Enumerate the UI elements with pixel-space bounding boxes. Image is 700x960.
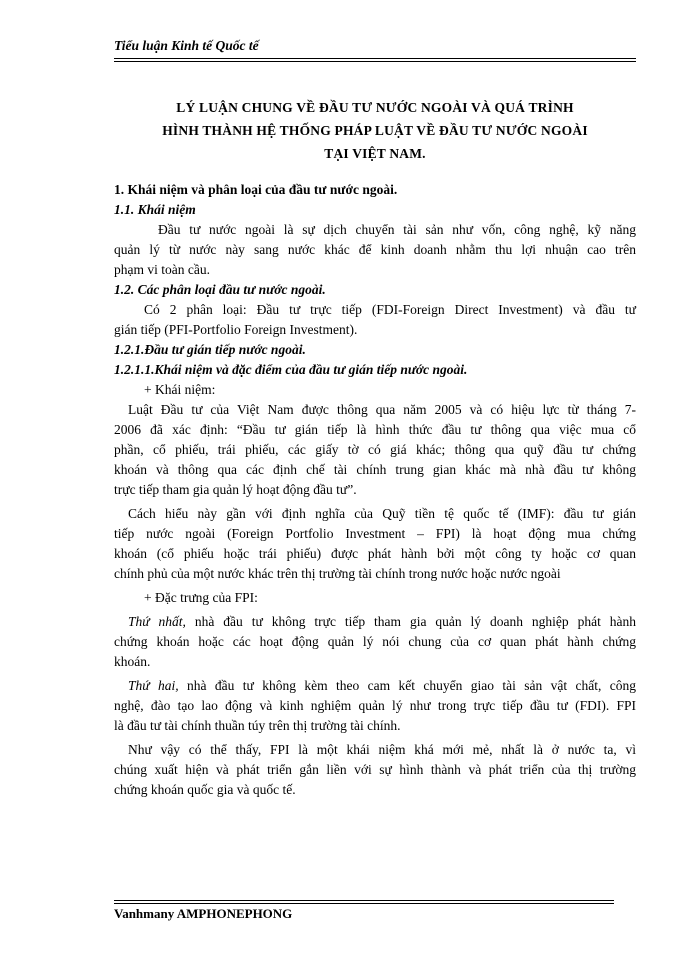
paragraph-line: chúng xuất hiện và phát triển gắn liền với sự hình thành và phát triển của thị trường [114, 762, 636, 777]
section-1-heading: 1. Khái niệm và phân loại của đầu tư nước ngoài. [114, 182, 398, 197]
paragraph-line: Thứ hai, nhà đầu tư không kèm theo cam kết chuyển giao tài sản vật chất, công [128, 678, 637, 693]
paragraph-line: khoán. [114, 654, 151, 669]
paragraph-line: chứng khoán hoặc các hoạt động quản lý nói chung của cơ quan phát hành chứng [114, 634, 636, 649]
paragraph-line: là đầu tư tài chính thuần túy trên thị trường tài chính. [114, 718, 401, 733]
footer-rule-double [114, 903, 614, 904]
paragraph-line: khoán (cổ phiếu hoặc trái phiếu) được phát hành bởi một công ty hoặc cơ quan [114, 546, 636, 561]
title-line-2: HÌNH THÀNH HỆ THỐNG PHÁP LUẬT VỀ ĐẦU TƯ NƯỚC NGOÀI [162, 123, 588, 138]
paragraph-line: gián tiếp (PFI-Portfolio Foreign Investment). [114, 322, 358, 337]
paragraph-line: Có 2 phân loại: Đầu tư trực tiếp (FDI-Foreign Direct Investment) và đầu tư [144, 302, 636, 317]
chapter-title [114, 96, 636, 165]
running-header: Tiểu luận Kinh tế Quốc tế [114, 38, 259, 53]
bullet-dac-trung: + Đặc trưng của FPI: [144, 590, 258, 605]
document-body [114, 180, 636, 800]
paragraph-line: 2006 đã xác định: “Đầu tư gián tiếp là hình thức đầu tư thông qua việc mua cổ [114, 422, 636, 437]
paragraph-line: chính phủ của một nước khác trên thị trường tài chính trong nước hoặc nước ngoài [114, 566, 561, 581]
paragraph-line: Như vậy có thể thấy, FPI là một khái niệm khá mới mẻ, nhất là ở nước ta, vì [128, 742, 636, 757]
title-line-1: LÝ LUẬN CHUNG VỀ ĐẦU TƯ NƯỚC NGOÀI VÀ QUÁ TRÌNH [176, 100, 574, 115]
paragraph-line: phần, cổ phiếu, trái phiếu, các giấy tờ có giá khác; thông qua quỹ đầu tư chứng [114, 442, 636, 457]
paragraph-line: chứng khoán quốc gia và quốc tế. [114, 782, 296, 797]
paragraph-line: Thứ nhất, nhà đầu tư không trực tiếp tham gia quản lý doanh nghiệp phát hành [128, 614, 636, 629]
paragraph-line: tiếp nước ngoài (Foreign Portfolio Investment – FPI) là hoạt động mua chứng [114, 526, 636, 541]
paragraph-line: Cách hiểu này gần với định nghĩa của Quỹ tiền tệ quốc tế (IMF): đầu tư gián [128, 506, 636, 521]
paragraph-line: quản lý từ nước này sang nước khác để kinh doanh nhằm thu lợi nhuận cao trên [114, 242, 636, 257]
paragraph-line: Luật Đầu tư của Việt Nam được thông qua năm 2005 và có hiệu lực từ tháng 7- [128, 402, 636, 417]
section-1-1-heading: 1.1. Khái niệm [114, 202, 196, 217]
paragraph-line: phạm vi toàn cầu. [114, 262, 210, 277]
footer-rule [114, 900, 614, 901]
section-1-2-1-1-heading: 1.2.1.1.Khái niệm và đặc điểm của đầu tư gián tiếp nước ngoài. [114, 362, 468, 377]
header-rule-double [114, 61, 636, 62]
section-1-2-heading: 1.2. Các phân loại đầu tư nước ngoài. [114, 282, 326, 297]
title-line-3: TẠI VIỆT NAM. [324, 146, 426, 161]
paragraph-line: Đầu tư nước ngoài là sự dịch chuyển tài sản như vốn, công nghệ, kỹ năng [158, 222, 636, 237]
bullet-khai-niem: + Khái niệm: [144, 382, 216, 397]
header-rule [114, 58, 636, 59]
paragraph-line: khoán và thông qua các định chế tài chính trung gian khác mà nhà đầu tư không [114, 462, 636, 477]
paragraph-line: nghệ, đào tạo lao động và kinh nghiệm quản lý như trong trực tiếp đầu tư (FDI). FPI [114, 698, 636, 713]
lead-thu-nhat: Thứ nhất, [128, 614, 186, 629]
section-1-2-1-heading: 1.2.1.Đầu tư gián tiếp nước ngoài. [114, 342, 306, 357]
footer-author: Vanhmany AMPHONEPHONG [114, 906, 293, 921]
lead-thu-hai: Thứ hai, [128, 678, 179, 693]
paragraph-line: trực tiếp tham gia quản lý hoạt động đầu tư”. [114, 482, 357, 497]
